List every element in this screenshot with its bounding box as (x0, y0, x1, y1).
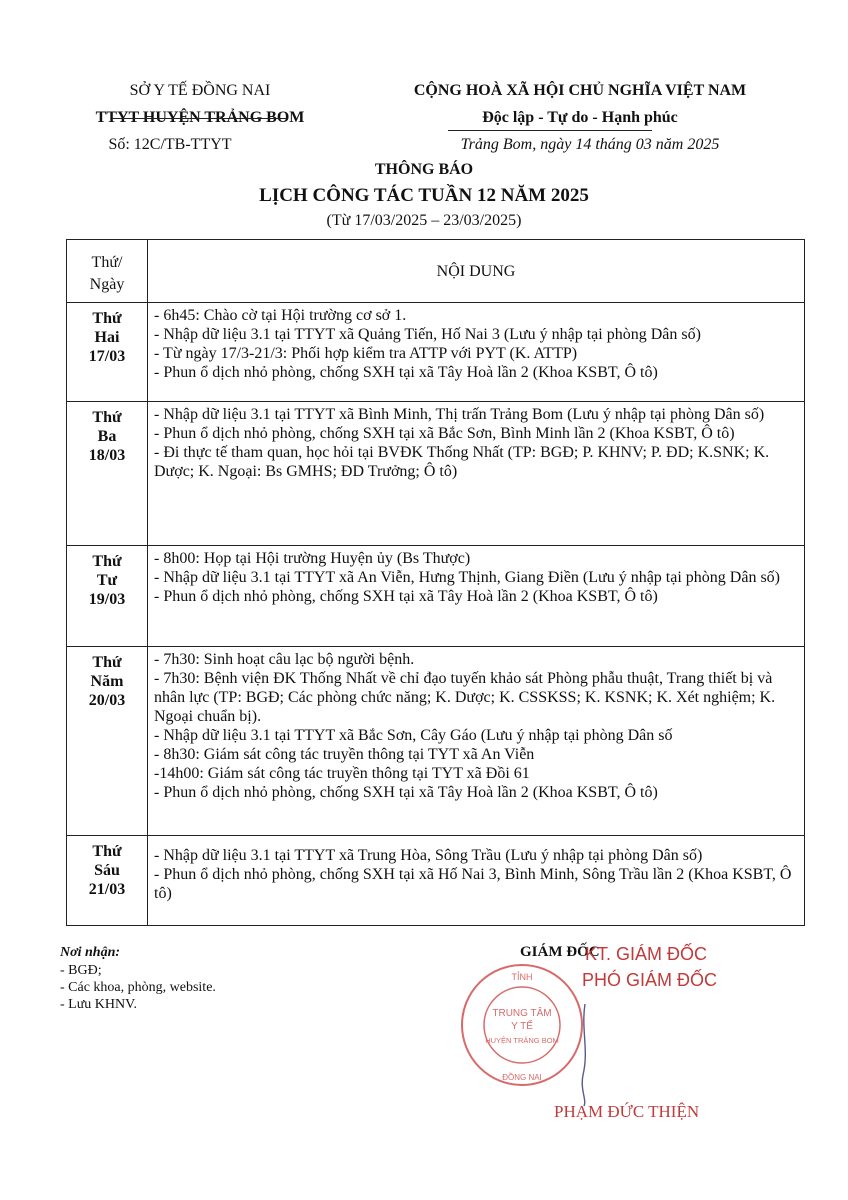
date-label: 20/03 (88, 692, 126, 709)
schedule-line: - Nhập dữ liệu 3.1 tại TTYT xã Quảng Tiến, Hố Nai 3 (Lưu ý nhập tại phòng Dân số) (154, 326, 701, 343)
table-row (67, 836, 805, 926)
stamp-bottom-text: ĐỒNG NAI (502, 1073, 542, 1082)
schedule-line: - Nhập dữ liệu 3.1 tại TTYT xã Bình Minh, Thị trấn Trảng Bom (Lưu ý nhập tại phòng Dân số) (154, 406, 765, 423)
content-cell (148, 402, 805, 546)
department-name: SỞ Y TẾ ĐỒNG NAI (129, 82, 271, 99)
page-title: LỊCH CÔNG TÁC TUẦN 12 NĂM 2025 (259, 185, 589, 206)
recipients-list (60, 962, 216, 1013)
national-motto: Độc lập - Tự do - Hạnh phúc (482, 109, 678, 126)
center-underline (112, 118, 288, 119)
date-label: 19/03 (88, 591, 126, 608)
day-header-line1: Thứ/ (91, 253, 123, 271)
schedule-line: - Phun ổ dịch nhỏ phòng, chống SXH tại xã Tây Hoà lần 2 (Khoa KSBT, Ô tô) (154, 588, 658, 605)
country-name: CỘNG HOÀ XÃ HỘI CHỦ NGHĨA VIỆT NAM (413, 82, 747, 99)
day-label: Thứ (92, 553, 122, 570)
document-number: Số: 12C/TB-TTYT (108, 136, 232, 153)
handwritten-signature (565, 1000, 605, 1110)
schedule-line: - Phun ổ dịch nhỏ phòng, chống SXH tại xã Tây Hoà lần 2 (Khoa KSBT, Ô tô) (154, 784, 658, 801)
schedule-line: - 6h45: Chào cờ tại Hội trường cơ sở 1. (154, 307, 407, 324)
day-cell (67, 647, 148, 836)
schedule-line: - 8h30: Giám sát công tác truyền thông tại TYT xã An Viễn (154, 746, 535, 763)
content-cell (148, 647, 805, 836)
schedule-line: - Đi thực tế tham quan, học hỏi tại BVĐK Thống Nhất (TP: BGĐ; P. KHNV; P. ĐD; K.SNK; K. Dược; K. Ngoại: Bs GMHS; ĐD Trưởng; Ô tô) (154, 444, 770, 480)
schedule-line: - 7h30: Bệnh viện ĐK Thống Nhất về chỉ đạo tuyến khảo sát Phòng phẫu thuật, Trang thiết bị và nhân lực (TP: BGĐ; Các phòng chức năng; K. Dược; K. CSSKSS; K. KSNK; K. Xét nghiệm; K. Ngoại chuẩn bị). (154, 670, 776, 725)
content-cell (148, 546, 805, 647)
weekday-label: Ba (97, 428, 117, 445)
signer-name: PHẠM ĐỨC THIỆN (554, 1102, 700, 1121)
table-row (67, 647, 805, 836)
recipient-item: - Các khoa, phòng, website. (60, 980, 216, 995)
weekday-label: Năm (90, 673, 124, 690)
schedule-line: - Phun ổ dịch nhỏ phòng, chống SXH tại xã Bắc Sơn, Bình Minh lần 2 (Khoa KSBT, Ô tô) (154, 425, 735, 442)
schedule-line: - Phun ổ dịch nhỏ phòng, chống SXH tại xã Tây Hoà lần 2 (Khoa KSBT, Ô tô) (154, 364, 658, 381)
day-label: Thứ (92, 654, 122, 671)
schedule-line: - Từ ngày 17/3-21/3: Phối hợp kiểm tra ATTP với PYT (K. ATTP) (154, 345, 578, 362)
date-label: 17/03 (88, 348, 126, 365)
weekday-label: Hai (94, 329, 120, 346)
recipients-label: Nơi nhận: (60, 945, 121, 960)
weekday-label: Tư (96, 572, 118, 589)
signature-title: GIÁM ĐỐC (520, 944, 600, 960)
recipient-item: - Lưu KHNV. (60, 997, 137, 1012)
center-name: TTYT HUYỆN TRẢNG BOM (95, 109, 305, 126)
table-header-row (67, 240, 805, 303)
weekday-label: Sáu (94, 862, 120, 879)
table-row (67, 546, 805, 647)
day-header-line2: Ngày (89, 275, 125, 293)
content-cell (148, 836, 805, 926)
schedule-line: - Phun ổ dịch nhỏ phòng, chống SXH tại xã Hố Nai 3, Bình Minh, Sông Trầu lần 2 (Khoa KSBT, Ô tô) (154, 866, 792, 902)
day-cell (67, 402, 148, 546)
place-date: Trảng Bom, ngày 14 tháng 03 năm 2025 (460, 136, 720, 153)
schedule-table (66, 239, 805, 926)
schedule-line: - 7h30: Sinh hoạt câu lạc bộ người bệnh. (154, 651, 415, 668)
notice-label: THÔNG BÁO (374, 161, 474, 178)
table-row (67, 402, 805, 546)
schedule-line: -14h00: Giám sát công tác truyền thông tại TYT xã Đồi 61 (154, 765, 530, 782)
date-range: (Từ 17/03/2025 – 23/03/2025) (326, 212, 522, 229)
recipient-item: - BGĐ; (60, 963, 102, 978)
schedule-line: - 8h00: Họp tại Hội trường Huyện ủy (Bs Thược) (154, 550, 471, 567)
date-label: 21/03 (88, 881, 126, 898)
schedule-line: - Nhập dữ liệu 3.1 tại TTYT xã Bắc Sơn, Cây Gáo (Lưu ý nhập tại phòng Dân số (154, 727, 673, 744)
day-cell (67, 836, 148, 926)
deputy-director-label: PHÓ GIÁM ĐỐC (582, 970, 718, 990)
schedule-line: - Nhập dữ liệu 3.1 tại TTYT xã An Viễn, Hưng Thịnh, Giang Điền (Lưu ý nhập tại phòng Dân số) (154, 569, 780, 586)
content-column-header: NỘI DUNG (148, 240, 805, 303)
day-column-header (67, 240, 148, 303)
content-cell (148, 303, 805, 402)
table-row (67, 303, 805, 402)
day-label: Thứ (92, 310, 122, 327)
day-cell (67, 303, 148, 402)
schedule-line: - Nhập dữ liệu 3.1 tại TTYT xã Trung Hòa, Sông Trầu (Lưu ý nhập tại phòng Dân số) (154, 847, 703, 864)
stamp-top-text: TỈNH (511, 972, 533, 982)
stamp-line3: HUYỆN TRẢNG BOM (485, 1036, 559, 1045)
stamp-line1: TRUNG TÂM (492, 1008, 552, 1019)
date-label: 18/03 (88, 447, 126, 464)
day-label: Thứ (92, 409, 122, 426)
day-cell (67, 546, 148, 647)
day-label: Thứ (92, 843, 122, 860)
kt-director-label: KT. GIÁM ĐỐC (585, 944, 708, 964)
motto-underline (448, 130, 652, 131)
stamp-line2: Y TẾ (511, 1021, 533, 1032)
